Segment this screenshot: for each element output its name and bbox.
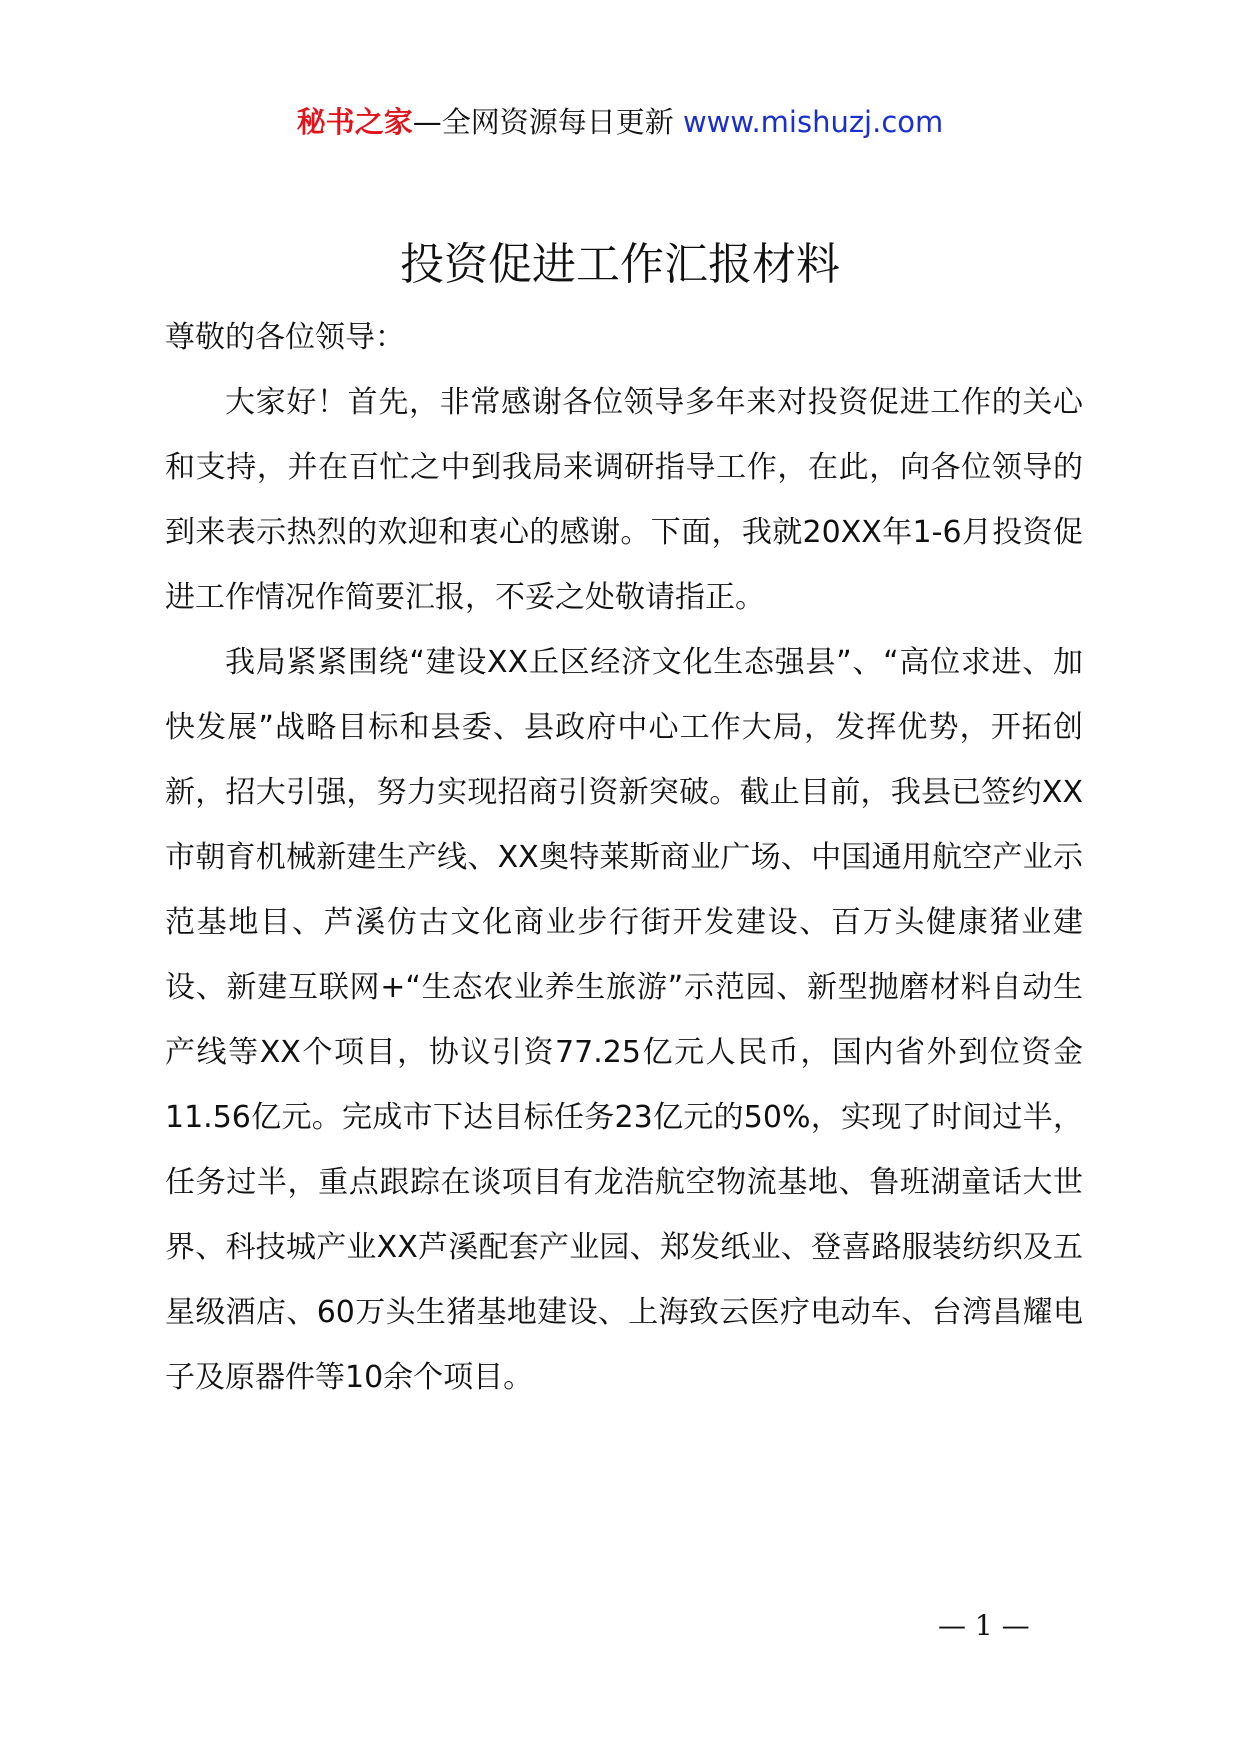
document-title: 投资促进工作汇报材料 [400,239,840,290]
salutation: 尊敬的各位领导： [165,320,405,355]
brand-name: 秘书之家 [296,105,413,139]
header-banner [0,102,1240,142]
site-url-link[interactable]: www.mishuzj.com [682,105,944,139]
document-body [165,305,1083,1410]
paragraph-intro: 大家好！首先，非常感谢各位领导多年来对投资促进工作的关心和支持，并在百忙之中到我局来调研指导工作，在此，向各位领导的到来表示热烈的欢迎和衷心的感谢。下面，我就20XX年1-6月投资促进工作情况作简要汇报，不妥之处敬请指正。 [165,385,1083,615]
header-tagline: —全网资源每日更新 [412,105,683,139]
paragraph-progress: 我局紧紧围绕“建设XX丘区经济文化生态强县”、“高位求进、加快发展”战略目标和县委、县政府中心工作大局，发挥优势，开拓创新，招大引强，努力实现招商引资新突破。截止目前，我县已签约XX市朝育机械新建生产线、XX奥特莱斯商业广场、中国通用航空产业示范基地目、芦溪仿古文化商业步行街开发建设、百万头健康猪业建设、新建互联网+“生态农业养生旅游”示范园、新型抛磨材料自动生产线等XX个项目，协议引资77.25亿元人民币，国内省外到位资金11.56亿元。完成市下达目标任务23亿元的50%，实现了时间过半，任务过半，重点跟踪在谈项目有龙浩航空物流基地、鲁班湖童话大世界、科技城产业XX芦溪配套产业园、郑发纸业、登喜路服装纺织及五星级酒店、60万头生猪基地建设、上海致云医疗电动车、台湾昌耀电子及原器件等10余个项目。 [165,645,1083,1395]
page-number: — 1 — [938,1609,1030,1642]
